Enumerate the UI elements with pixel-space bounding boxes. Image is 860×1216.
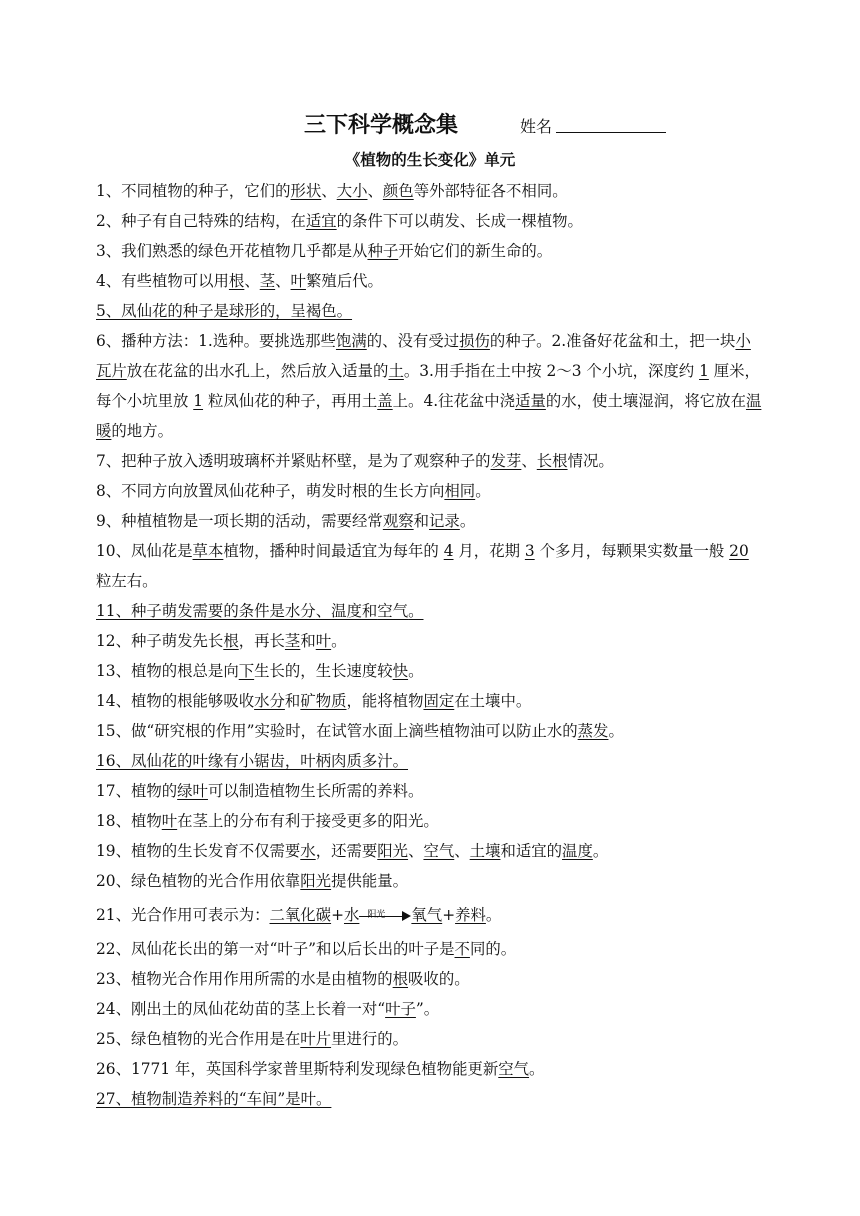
text-segment: ”。 (415, 1000, 440, 1018)
concept-item (96, 506, 764, 536)
text-segment: 。 (408, 602, 424, 620)
concept-item (96, 326, 764, 446)
concept-item (96, 656, 764, 686)
name-label: 姓名 (520, 117, 553, 136)
header (0, 108, 860, 142)
text-segment: 。 (529, 1060, 545, 1078)
answer-keyword: 下 (238, 662, 255, 680)
concept-text (96, 596, 424, 626)
concept-item (96, 626, 764, 656)
text-segment: 25、绿色植物的光合作用是在 (96, 1030, 301, 1048)
answer-keyword: 适宜 (305, 212, 337, 230)
answer-keyword: 氧气 (411, 906, 443, 924)
concept-text (96, 206, 764, 236)
concept-text (96, 900, 764, 930)
text-segment: 23、植物光合作用作用所需的水是由植物的 (96, 970, 393, 988)
answer-keyword: 空气 (423, 842, 455, 860)
text-segment: 17、植物的 (96, 782, 178, 800)
concept-item (96, 536, 764, 596)
text-segment: 。 (408, 662, 424, 680)
text-segment: 、 (275, 272, 291, 290)
text-segment: 吸收的。 (408, 970, 470, 988)
text-segment: 14、植物的根能够吸收 (96, 692, 255, 710)
answer-keyword: 温度 (562, 842, 593, 860)
answer-keyword: 3 (524, 542, 535, 560)
text-segment: 生长的，生长速度较 (254, 662, 393, 680)
concept-item (96, 900, 764, 930)
concept-item (96, 994, 764, 1024)
concept-item (96, 934, 764, 964)
text-segment: 5、凤仙花的种子是球形的，呈褐色。 (96, 302, 353, 320)
text-segment: 。 (475, 482, 491, 500)
text-segment: 可以制造植物生长所需的养料。 (207, 782, 424, 800)
text-segment: 1、不同植物的种子，它们的 (96, 182, 291, 200)
text-segment: 的条件下可以萌发、长成一棵植物。 (336, 212, 583, 230)
answer-keyword: 长根 (536, 452, 568, 470)
text-segment: 的、没有受过 (366, 332, 460, 350)
answer-keyword: 根 (223, 632, 239, 650)
text-segment: 的地方。 (111, 422, 173, 440)
text-segment: 情况。 (567, 452, 614, 470)
answer-keyword: 蒸发 (577, 722, 609, 740)
answer-keyword: 形状 (290, 182, 322, 200)
concept-item (96, 964, 764, 994)
concept-text (96, 994, 764, 1024)
concept-text (96, 1024, 764, 1054)
concept-item (96, 836, 764, 866)
answer-keyword: 叶 (161, 812, 178, 830)
concept-text (96, 506, 764, 536)
answer-keyword: 4 (443, 542, 454, 560)
text-segment: 粒凤仙花的种子，再用土 (203, 392, 378, 410)
concept-text (96, 176, 764, 206)
text-segment: 24、刚出土的凤仙花幼苗的茎上长着一对“ (96, 1000, 386, 1018)
answer-keyword: 不 (454, 940, 470, 958)
concept-text (96, 866, 764, 896)
text-segment: ，还需要 (315, 842, 378, 860)
concept-item (96, 446, 764, 476)
text-segment: 繁殖后代。 (305, 272, 383, 290)
concept-item (96, 296, 764, 326)
answer-keyword: 固定 (423, 692, 455, 710)
concept-item (96, 776, 764, 806)
text-segment: ，再长 (238, 632, 285, 650)
concept-item (96, 1024, 764, 1054)
concept-item (96, 236, 764, 266)
answer-keyword: 水分 (284, 602, 316, 620)
text-segment: 在土壤中。 (454, 692, 532, 710)
concept-item (96, 866, 764, 896)
answer-keyword: 大小 (336, 182, 368, 200)
answer-keyword: 叶 (290, 272, 306, 290)
answer-keyword: 相同 (444, 482, 476, 500)
arrow-condition-label: 阳光 (367, 910, 386, 920)
concept-item (96, 1054, 764, 1084)
concept-text (96, 776, 764, 806)
text-segment: 。 (592, 842, 609, 860)
answer-keyword: 20 (729, 542, 749, 560)
answer-keyword: 根 (392, 970, 409, 988)
concept-item (96, 1084, 764, 1114)
concept-text (96, 326, 764, 446)
concept-text (96, 746, 408, 776)
answer-keyword: 记录 (429, 512, 460, 530)
concept-item (96, 686, 764, 716)
answer-keyword: 空气 (498, 1060, 530, 1078)
concept-text (96, 1054, 764, 1084)
text-segment: 、 (408, 842, 424, 860)
unit-subtitle: 《植物的生长变化》单元 (344, 150, 516, 169)
text-segment: 在茎上的分布有利于接受更多的阳光。 (177, 812, 439, 830)
answer-keyword: 损伤 (459, 332, 490, 350)
text-segment: 13、植物的根总是向 (96, 662, 239, 680)
text-segment: + (331, 906, 344, 924)
text-segment: 上。4.往花盆中浇 (392, 392, 516, 410)
concept-list (96, 176, 764, 1114)
answer-keyword: 小瓦片 (96, 332, 751, 380)
text-segment: 12、种子萌发先长 (96, 632, 224, 650)
answer-keyword: 土 (388, 362, 404, 380)
text-segment: 、 (521, 452, 537, 470)
text-segment: 月，花期 (453, 542, 525, 560)
concept-text (96, 236, 764, 266)
concept-item (96, 266, 764, 296)
concept-item (96, 476, 764, 506)
answer-keyword: 快 (392, 662, 409, 680)
text-segment: 11、种子萌发需要的条件是 (96, 602, 285, 620)
answer-keyword: 空气 (377, 602, 409, 620)
concept-item (96, 806, 764, 836)
concept-text (96, 964, 764, 994)
text-segment: 2、种子有自己特殊的结构，在 (96, 212, 306, 230)
concept-text (96, 266, 764, 296)
answer-keyword: 绿叶 (177, 782, 208, 800)
concept-text (96, 836, 764, 866)
text-segment: 、 (454, 842, 470, 860)
answer-keyword: 二氧化碳 (269, 906, 332, 924)
answer-keyword: 水 (300, 842, 316, 860)
concept-item (96, 176, 764, 206)
name-blank (556, 132, 666, 133)
text-segment: 27、植物制造养料的“车间”是叶。 (96, 1090, 332, 1108)
text-segment: + (442, 906, 456, 924)
text-segment: 18、植物 (96, 812, 162, 830)
concept-text (96, 806, 764, 836)
concept-text (96, 686, 764, 716)
answer-keyword: 茎 (284, 632, 301, 650)
concept-text (96, 476, 764, 506)
answer-keyword: 发芽 (490, 452, 522, 470)
text-segment: 个多月，每颗果实数量一般 (534, 542, 730, 560)
answer-keyword: 根 (228, 272, 245, 290)
text-segment: 。 (459, 512, 476, 530)
concept-text (96, 1084, 331, 1114)
answer-keyword: 叶子 (385, 1000, 416, 1018)
text-segment: 、 (244, 272, 260, 290)
text-segment: 7、把种子放入透明玻璃杯并紧贴杯壁，是为了观察种子的 (96, 452, 491, 470)
reaction-arrow-icon (359, 906, 411, 926)
text-segment: 8、不同方向放置凤仙花种子，萌发时根的生长方向 (96, 482, 445, 500)
answer-keyword: 草本 (192, 542, 224, 560)
answer-keyword: 土壤 (469, 842, 501, 860)
text-segment: 和 (413, 512, 430, 530)
text-segment: 和 (284, 692, 301, 710)
answer-keyword: 水分 (254, 692, 285, 710)
answer-keyword: 养料 (455, 906, 486, 924)
text-segment: 。 (331, 632, 347, 650)
concept-item (96, 746, 764, 776)
text-segment: 里进行的。 (331, 1030, 409, 1048)
answer-keyword: 叶 (315, 632, 332, 650)
text-segment: 开始它们的新生命的。 (398, 242, 553, 260)
text-segment: 。 (608, 722, 624, 740)
text-segment: 26、1771 年，英国科学家普里斯特利发现绿色植物能更新 (96, 1060, 499, 1078)
text-segment: 提供能量。 (331, 872, 409, 890)
text-segment: 。 (485, 906, 502, 924)
concept-text (96, 716, 764, 746)
text-segment: 3、我们熟悉的绿色开花植物几乎都是从 (96, 242, 368, 260)
answer-keyword: 温度 (331, 602, 362, 620)
concept-text (96, 656, 764, 686)
answer-keyword: 阳光 (300, 872, 332, 890)
text-segment: 16、凤仙花的叶缘有小锯齿，叶柄肉质多汁。 (96, 752, 409, 770)
text-segment: 、 (367, 182, 383, 200)
answer-keyword: 适量 (515, 392, 546, 410)
text-segment: 植物，播种时间最适宜为每年的 (223, 542, 444, 560)
answer-keyword: 盖 (377, 392, 393, 410)
text-segment: 6、播种方法：1.选种。要挑选那些 (96, 332, 336, 350)
text-segment: 的水，使土壤湿润，将它放在 (545, 392, 746, 410)
text-segment: 的种子。2.准备好花盆和土，把一块 (489, 332, 736, 350)
concept-text (96, 626, 764, 656)
concept-item (96, 206, 764, 236)
text-segment: 同的。 (469, 940, 517, 958)
answer-keyword: 矿物质 (300, 692, 347, 710)
answer-keyword: 种子 (367, 242, 399, 260)
text-segment: 9、种植植物是一项长期的活动，需要经常 (96, 512, 383, 530)
concept-text (96, 446, 764, 476)
text-segment: 、 (321, 182, 337, 200)
text-segment: ，能将植物 (346, 692, 424, 710)
text-segment: 和适宜的 (500, 842, 563, 860)
text-segment: 粒左右。 (96, 572, 158, 590)
text-segment: 21、光合作用可表示为： (96, 906, 270, 924)
answer-keyword: 1 (699, 362, 709, 380)
concept-text (96, 536, 764, 596)
text-segment: 等外部特征各不相同。 (413, 182, 568, 200)
concept-item (96, 596, 764, 626)
concept-text (96, 934, 764, 964)
text-segment: 19、植物的生长发育不仅需要 (96, 842, 301, 860)
answer-keyword: 温暖 (96, 392, 762, 440)
concept-item (96, 716, 764, 746)
text-segment: 4、有些植物可以用 (96, 272, 229, 290)
text-segment: 20、绿色植物的光合作用依靠 (96, 872, 301, 890)
answer-keyword: 1 (193, 392, 204, 410)
answer-keyword: 叶片 (300, 1030, 332, 1048)
text-segment: 15、做“研究根的作用”实验时，在试管水面上滴些植物油可以防止水的 (96, 722, 578, 740)
answer-keyword: 观察 (382, 512, 414, 530)
answer-keyword: 茎 (259, 272, 276, 290)
answer-keyword: 饱满 (335, 332, 367, 350)
text-segment: 22、凤仙花长出的第一对“叶子”和以后长出的叶子是 (96, 940, 455, 958)
text-segment: 、 (315, 602, 332, 620)
text-segment: 和 (361, 602, 378, 620)
text-segment: 和 (300, 632, 316, 650)
concept-text (96, 296, 352, 326)
answer-keyword: 水 (343, 906, 360, 924)
text-segment: 10、凤仙花是 (96, 542, 193, 560)
answer-keyword: 颜色 (382, 182, 414, 200)
text-segment: 放在花盆的出水孔上，然后放入适量的 (126, 362, 389, 380)
answer-keyword: 阳光 (377, 842, 409, 860)
text-segment: 。3.用手指在土中按 2～3 个小坑，深度约 (403, 362, 700, 380)
page-title: 三下科学概念集 (304, 112, 459, 138)
text-segment: 厘米，每个小坑里放 (96, 362, 760, 410)
